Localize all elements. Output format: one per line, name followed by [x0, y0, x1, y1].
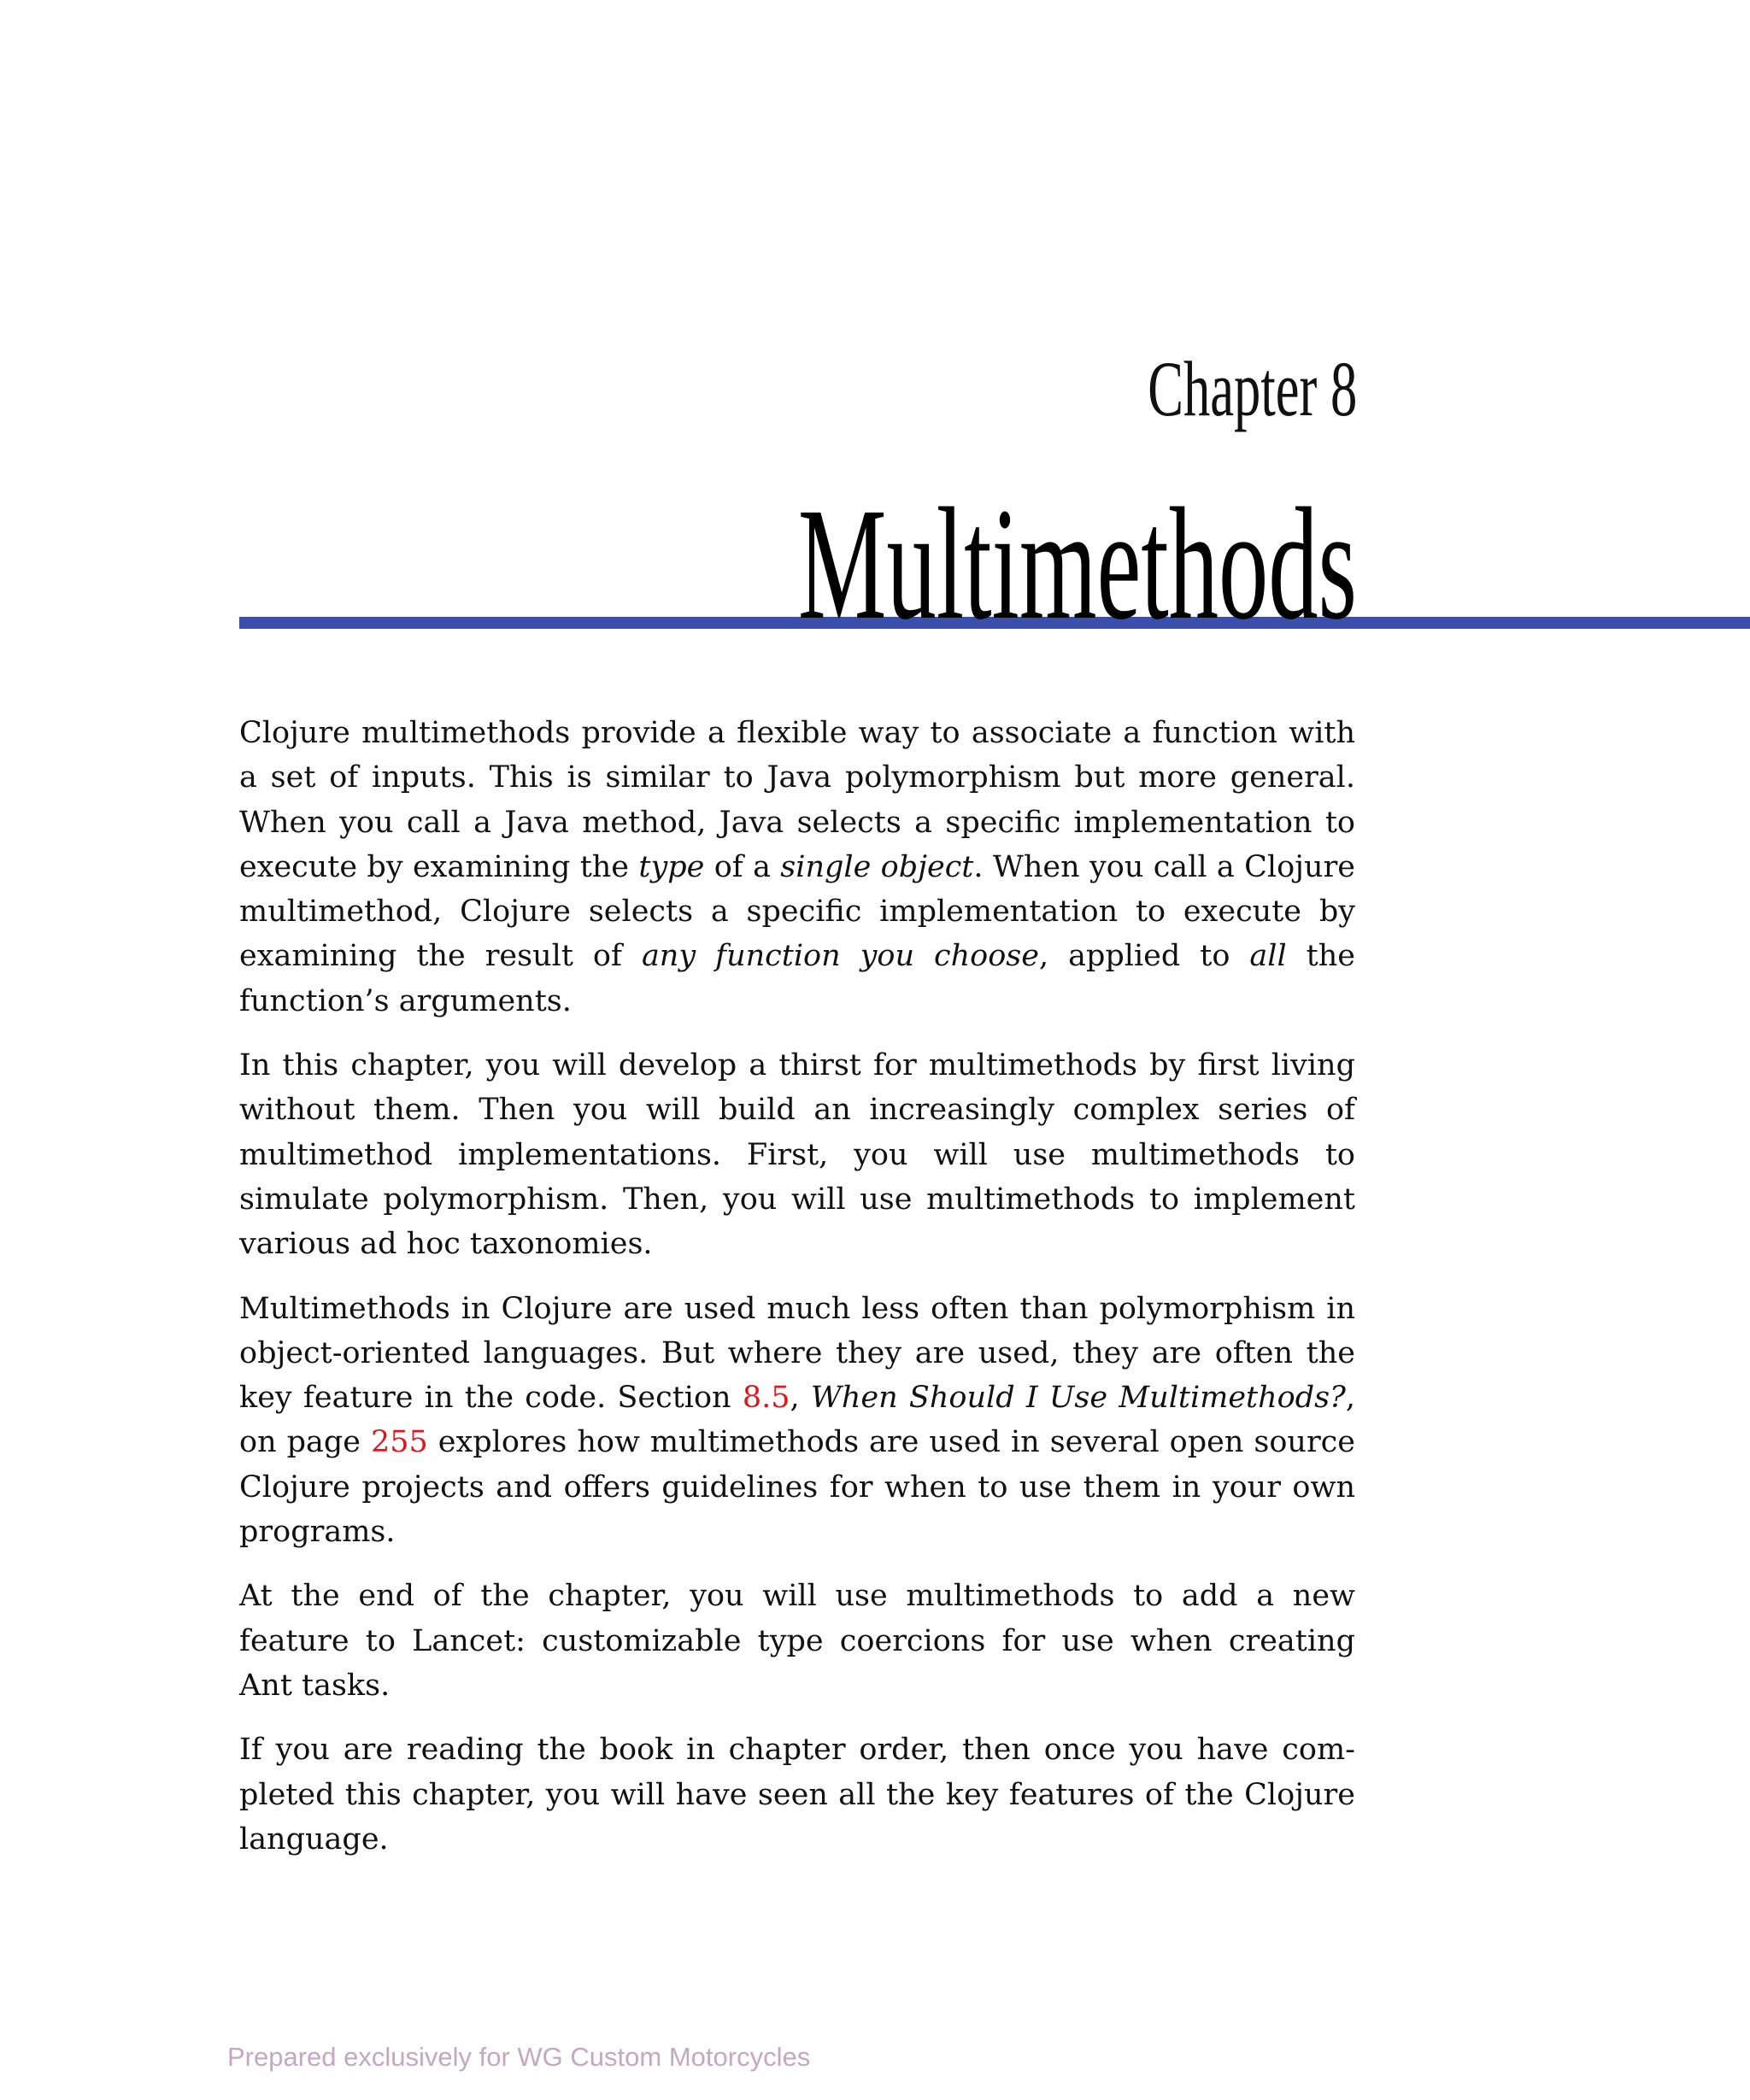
paragraph-usage: [239, 1287, 1355, 1555]
text-span: . When you call a Clojure multimethod, Clojure selects a specific implementation to execute by examining the result of: [239, 849, 1356, 974]
text-span: the function’s arguments.: [239, 939, 1356, 1018]
paragraph-lancet: At the end of the chapter, you will use multimethods to add a new feature to Lancet: customizable type coercions for use when creating Ant tasks.: [239, 1579, 1355, 1703]
paragraph-intro: [239, 711, 1355, 1024]
body-text: [239, 711, 1355, 1881]
text-span: Multimethods in Clojure are used much less often than polymorphism in object-oriented languages. But where they are used, they are often the key feature in the code. Section: [239, 1291, 1355, 1416]
emphasis-type: type: [638, 849, 705, 884]
footer-watermark: Prepared exclusively for WG Custom Motorcycles: [227, 2042, 811, 2072]
paragraph-chapter-overview: In this chapter, you will develop a thirst for multimethods by first living without them. Then you will build an increasingly complex series of multimethod implementations. First, you will use multimethods to simulate polymorphism. Then, you will use multimethods to implement various ad hoc taxonomies.: [239, 1048, 1355, 1262]
chapter-label: Chapter 8: [1148, 345, 1357, 432]
page-ref-link[interactable]: 255: [371, 1425, 428, 1460]
text-span: explores how multimethods are used in several open source Clojure projects and offers guidelines for when to use them in your own programs.: [239, 1425, 1355, 1550]
paragraph-reading-order: If you are reading the book in chapter order, then once you have completed this chapter, you will have seen all the key features of the Clojure language.: [239, 1733, 1355, 1857]
section-title-reference: When Should I Use Multimethods?: [810, 1381, 1346, 1416]
emphasis-any-function: any function you choose: [641, 939, 1039, 974]
chapter-title: Multimethods: [797, 474, 1357, 653]
emphasis-all: all: [1249, 939, 1287, 974]
section-ref-link[interactable]: 8.5: [742, 1381, 790, 1416]
emphasis-single-object: single object: [780, 849, 974, 884]
text-span: of a: [704, 849, 781, 884]
text-span: , on page: [239, 1381, 1355, 1460]
text-span: Clojure multimethods provide a flexible way to associate a function with a set of inputs. This is similar to Java polymorphism but more general. When you call a Java method, Java selects a specific implementation to execute by examining the: [239, 716, 1355, 884]
text-span: ,: [790, 1381, 811, 1416]
text-span: , applied to: [1038, 939, 1250, 974]
